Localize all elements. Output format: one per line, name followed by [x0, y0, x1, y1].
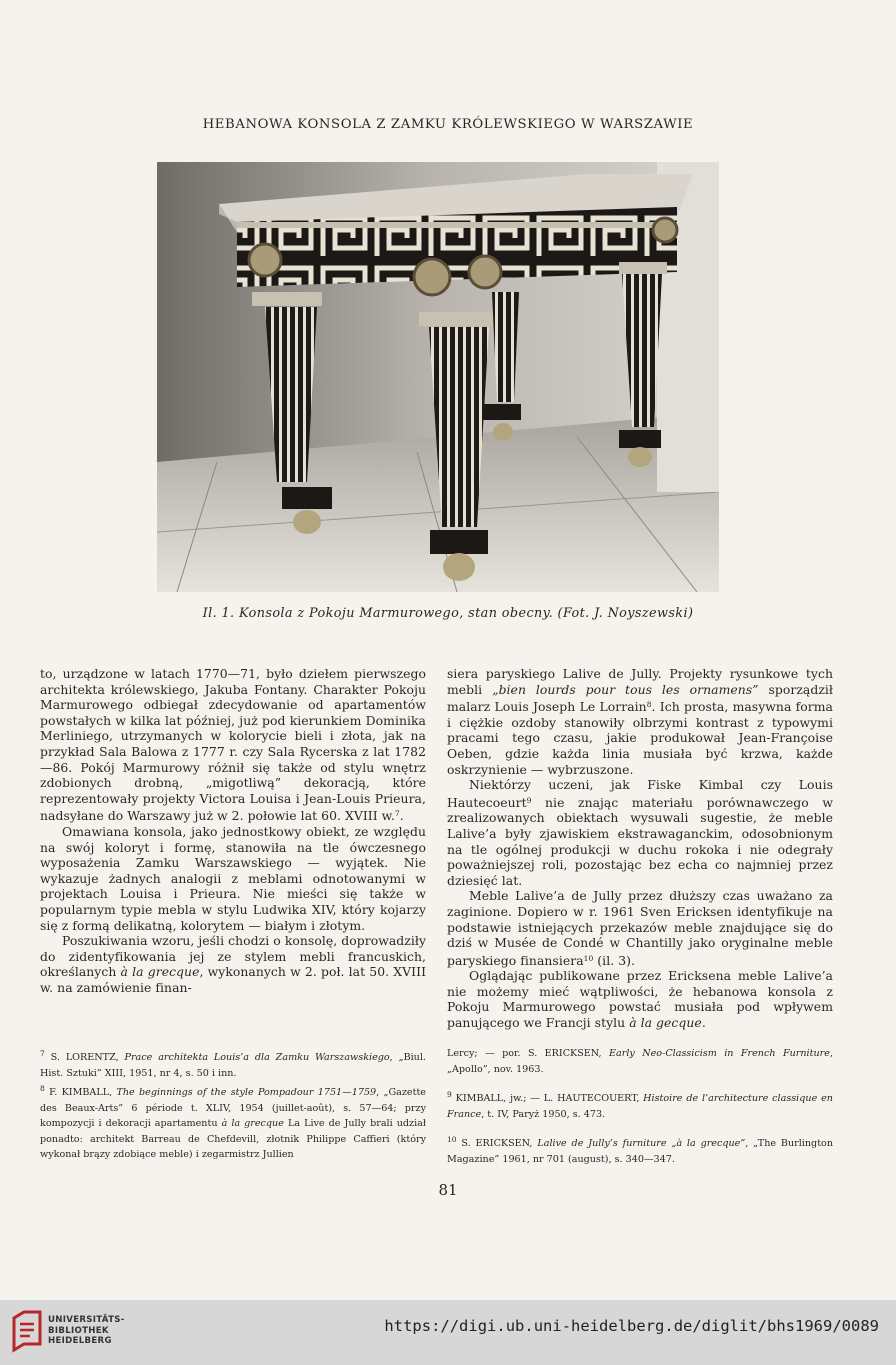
right-paragraph-4: Oglądając publikowane przez Ericksena meble Lalive’a nie możemy mieć wątpliwości, że hebanowa konsola z Pokoju Marmurowego powstać musiała pod wpływem panującego we Francji stylu à la gecque. — [447, 968, 833, 1031]
console-table-photo — [157, 162, 719, 592]
left-paragraph-2: Omawiana konsola, jako jednostkowy obiekt, ze względu na swój koloryt i formę, stanowiła na tle ówczesnego wyposażenia Zamku Warszawskiego — wyjątek. Nie wykazuje żadnych analogii z meblami odnotowanymi w projektach Louisa i Prieura. Nie mieści się także w popularnym typie mebla w stylu Ludwika XIV, który kojarzy się z formą delikatną, kolorytem — białym i złotym. — [40, 823, 426, 933]
right-paragraph-2: Niektórzy uczeni, jak Fiske Kimbal czy Louis Hautecoeurt$^9$ nie znając materiału porównawczego w zrealizowanych obiektach wysuwali sugestie, że meble Lalive’a były zjawiskiem ekstrawaganckim, odosobnionym na tle ogólnej produkcji w duchu rokoka i nie odegrały poważniejszej roli, pozostając bez echa co najmniej przez dziesięć lat. — [447, 777, 833, 888]
right-paragraph-3: Meble Lalive’a de Jully przez dłuższy czas uważano za zaginione. Dopiero w r. 1961 Sven Ericksen identyfikuje na podstawie istniejących przekazów meble znajdujące się do dziś w Musée de Condé w Chantilly jako oryginalne meble paryskiego finansiera$^{10}$ (il. 3). — [447, 888, 833, 968]
footnote-ref-8: 8 — [646, 700, 652, 710]
footnote-9: $^9$ KIMBALL, jw.; — L. HAUTECOUERT, Histoire de l’architecture classique en France, t. IV, Paryż 1950, s. 473. — [447, 1090, 833, 1120]
left-column — [40, 666, 426, 995]
footnote-ref-9: 9 — [526, 795, 532, 805]
library-logo-icon[interactable] — [10, 1310, 44, 1354]
footnotes-left — [40, 1046, 426, 1163]
footnote-ref-7: 7 — [394, 809, 400, 819]
permalink-url[interactable]: https://digi.ub.uni-heidelberg.de/diglit/bhs1969/0089 — [384, 1317, 879, 1335]
figure-caption: Il. 1. Konsola z Pokoju Marmurowego, stan obecny. (Fot. J. Noyszewski) — [202, 606, 694, 621]
running-header: HEBANOWA KONSOLA Z ZAMKU KRÓLEWSKIEGO W WARSZAWIE — [202, 117, 694, 132]
footnote-7: $^7$ S. LORENTZ, Prace architekta Louis’a dla Zamku Warszawskiego, „Biul. Hist. Sztuki” XIII, 1951, nr 4, s. 50 i inn. — [40, 1049, 426, 1079]
right-paragraph-1: siera paryskiego Lalive de Jully. Projekty rysunkowe tych mebli „bien lourds pour tous les ornamens” sporządził malarz Louis Joseph Le Lorrain$^8$. Ich prosta, masywna forma i ciężkie ozdoby stanowiły olbrzymi kontrast z typowymi pracami tego czasu, jakie produkował Jean-Françoise Oeben, gdzie każda linia musiała być krzwa, każde oskrzynienie — wybrzuszone. — [447, 666, 833, 777]
left-paragraph-1: to, urządzone w latach 1770—71, było dziełem pierwszego architekta królewskiego, Jakuba Fontany. Charakter Pokoju Marmurowego odbiegał zdecydowanie od apartamentów powstałych w kilka lat później, już pod kierunkiem Dominika Merliniego, utrzymanych w kolorycie bieli i złota, jak na przykład Sala Balowa z 1777 r. czy Sala Rycerska z lat 1782—86. Pokój Marmurowy różnił się także od stylu wnętrz zdobionych drobną, „migotliwą” dekoracją, które reprezentowały projekty Victora Louisa i Jean-Louis Prieura, nadsyłane do Warszawy już w 2. połowie lat 60. XVIII w.$^7$. — [40, 666, 426, 824]
footnote-8: $^8$ F. KIMBALL, The beginnings of the style Pompadour 1751—1759, „Gazette des Beaux-Arts” 6 période t. XLIV, 1954 (juillet-août), s. 57—64; przy kompozycji i dekoracji apartamentu à la grecque La Live de Jully brali udział ponadto: architekt Barreau de Chefdevill, złotnik Philippe Caffieri (który wykonał brązy zdobiące meble) i zegarmistrz Jullien — [40, 1084, 427, 1160]
footnote-ref-10: 10 — [583, 953, 594, 963]
footnote-10: $^{10}$ S. ERICKSEN, Lalive de Jully’s furniture „à la grecque”, „The Burlington Magazine” 1961, nr 701 (august), s. 340—347. — [447, 1135, 834, 1165]
page-number: 81 — [438, 1181, 458, 1199]
library-name: UNIVERSITÄTS- BIBLIOTHEK HEIDELBERG — [48, 1315, 125, 1346]
library-footer-bar — [0, 1300, 896, 1365]
footnotes-right — [447, 1046, 833, 1167]
footnote-8-continued: Lercy; — por. S. ERICKSEN, Early Neo-Classicism in French Furniture, „Apollo”, nov. 1963. — [447, 1048, 833, 1075]
left-paragraph-3: Poszukiwania wzoru, jeśli chodzi o konsolę, doprowadziły do zidentyfikowania jej ze stylem mebli francuskich, określanych à la grecque, wykonanych w 2. poł. lat 50. XVIII w. na zamówienie finan- — [40, 933, 427, 995]
right-column — [447, 666, 833, 1031]
